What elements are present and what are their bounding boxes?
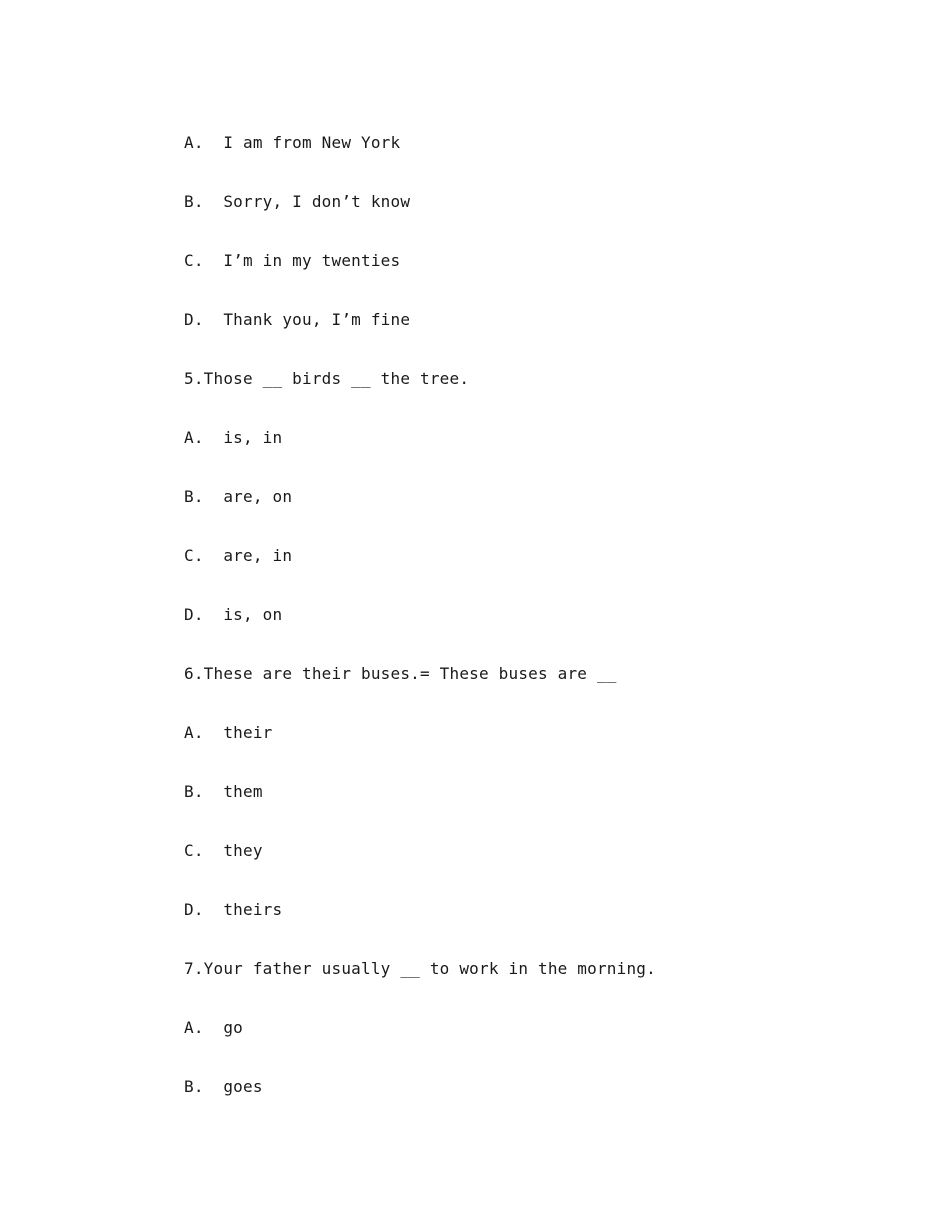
option-line: D. Thank you, I’m fine (184, 310, 411, 329)
option-line: B. goes (184, 1077, 263, 1096)
option-line: A. I am from New York (184, 133, 401, 152)
option-line: B. are, on (184, 487, 293, 506)
option-line: B. Sorry, I don’t know (184, 192, 411, 211)
option-line: A. is, in (184, 428, 283, 447)
option-line: D. theirs (184, 900, 283, 919)
option-line: C. are, in (184, 546, 293, 565)
option-line: A. their (184, 723, 273, 742)
option-line: D. is, on (184, 605, 283, 624)
question-line: 7.Your father usually __ to work in the morning. (184, 959, 656, 978)
question-line: 6.These are their buses.= These buses are __ (184, 664, 617, 683)
option-line: B. them (184, 782, 263, 801)
option-line: C. I’m in my twenties (184, 251, 401, 270)
option-line: C. they (184, 841, 263, 860)
option-line: A. go (184, 1018, 243, 1037)
question-line: 5.Those __ birds __ the tree. (184, 369, 470, 388)
